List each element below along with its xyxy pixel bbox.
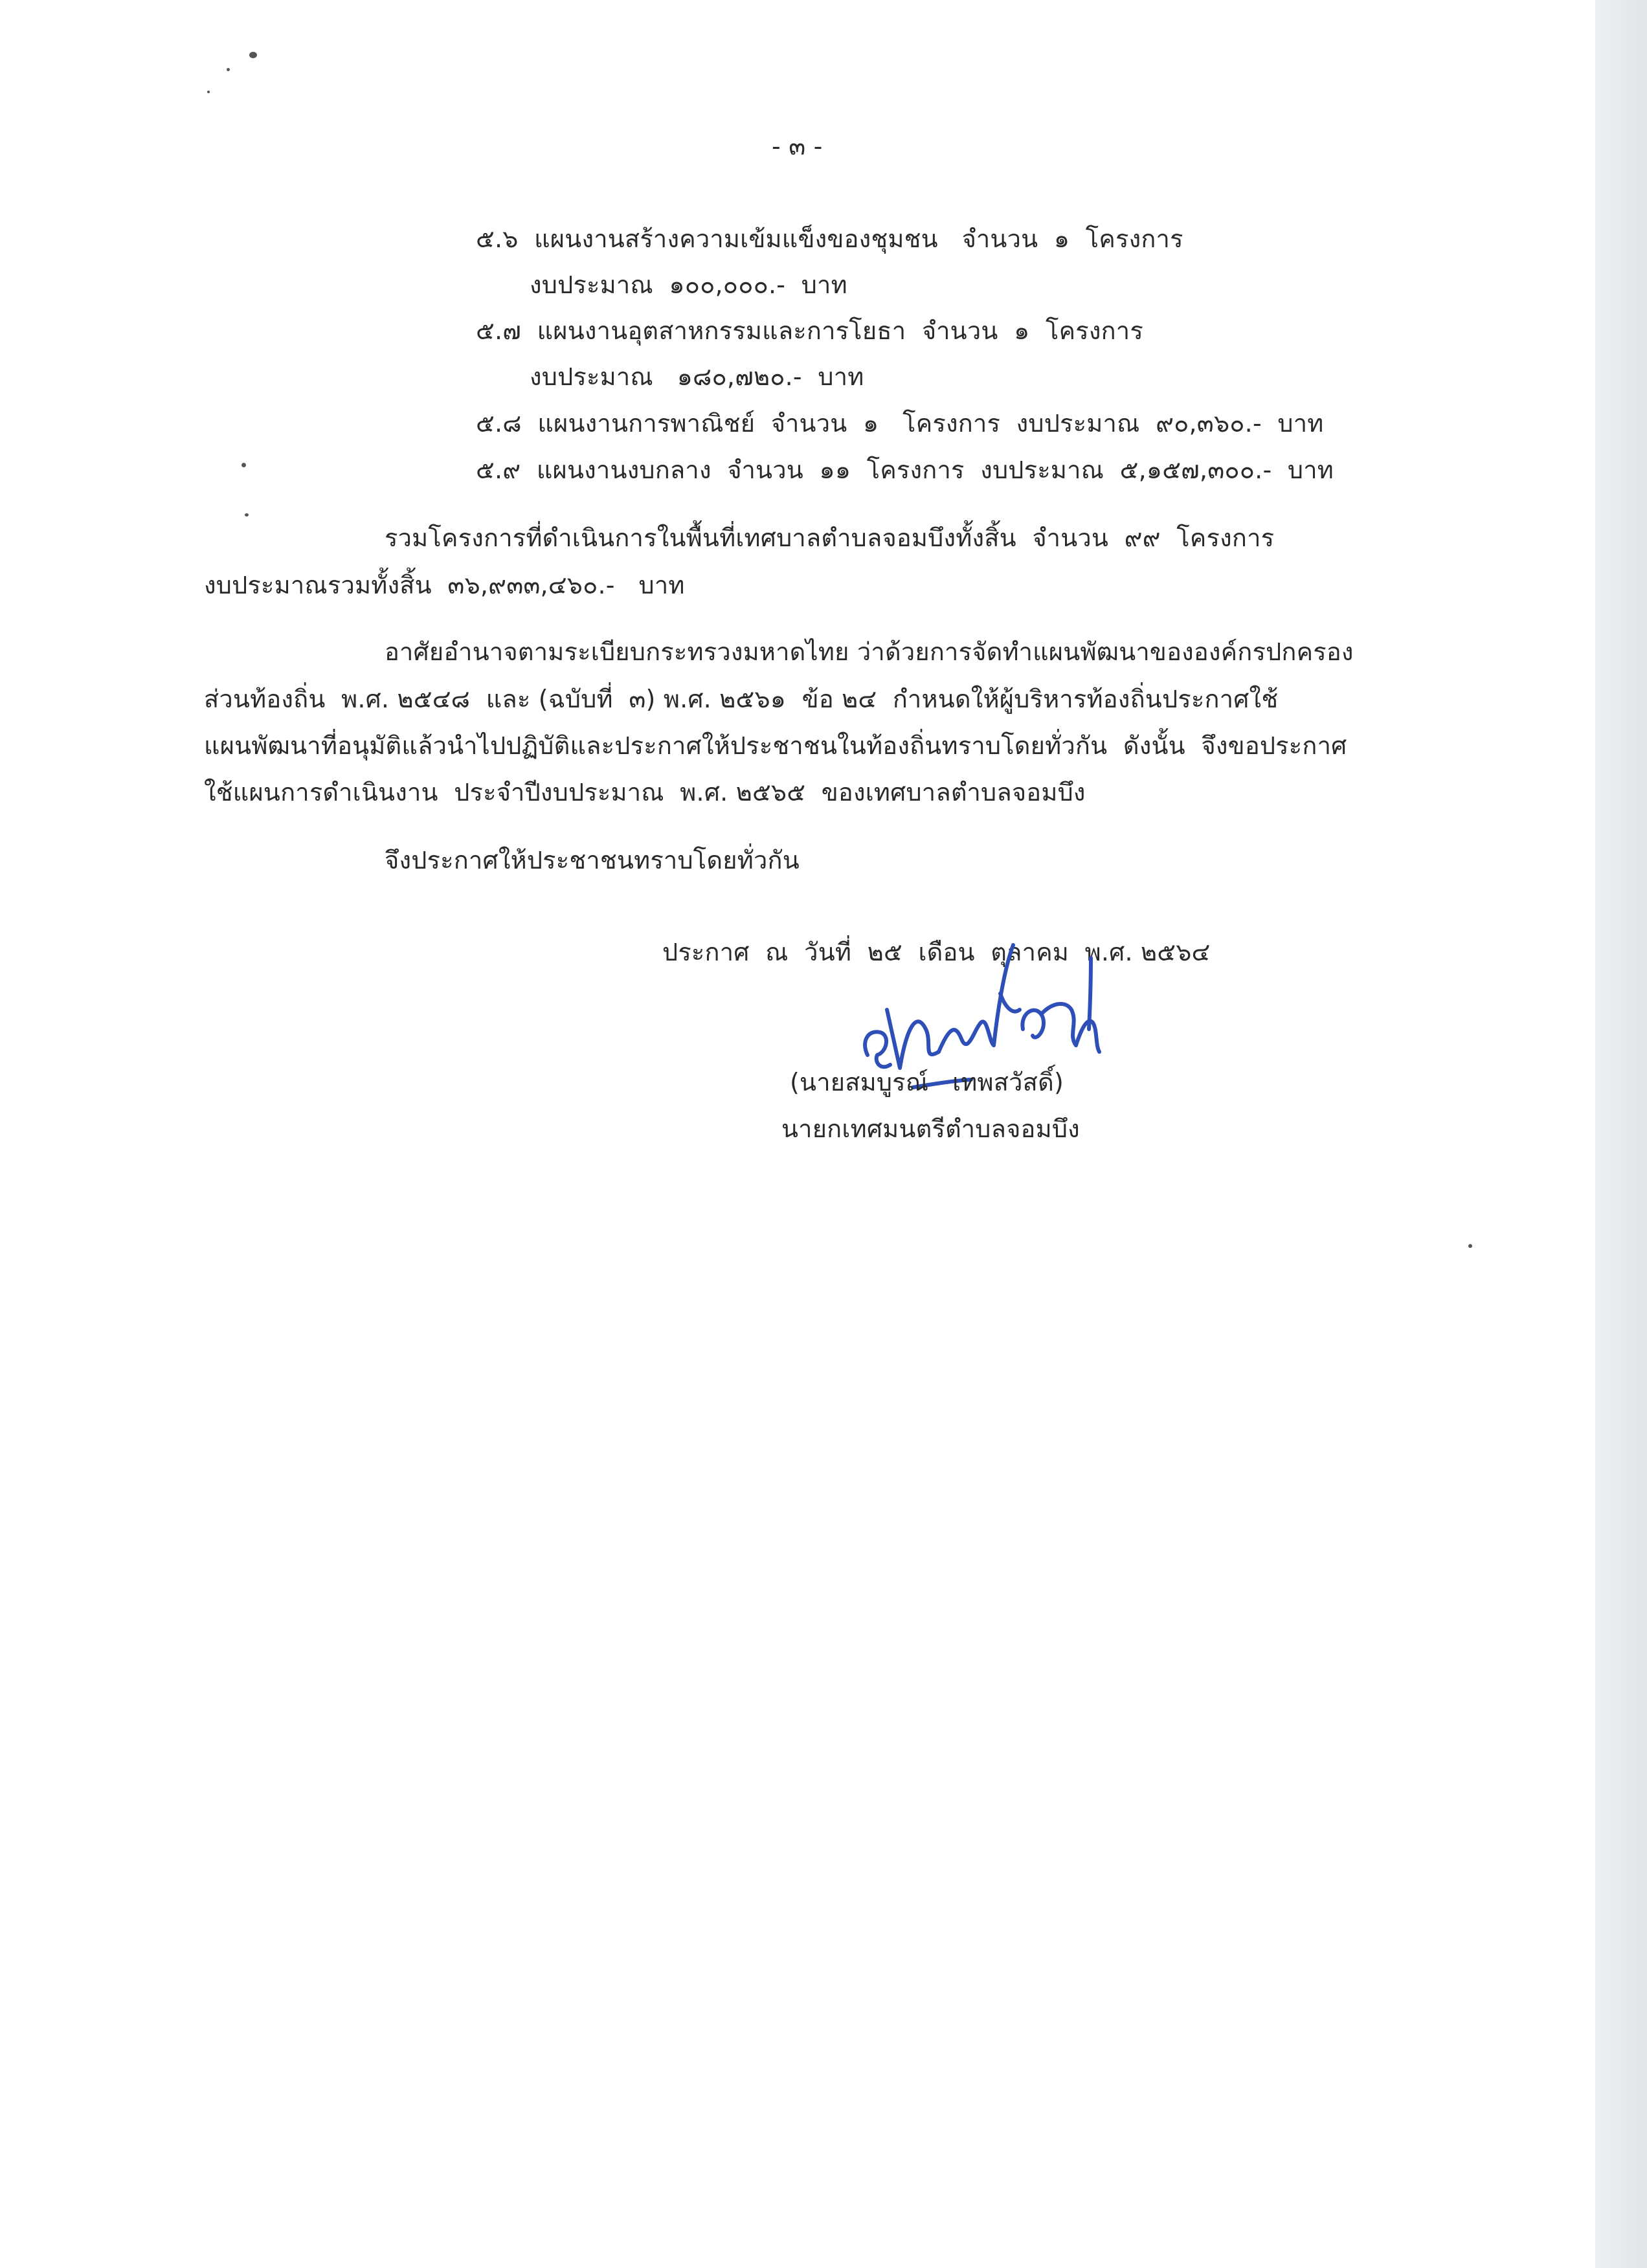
scan-speck [227,68,230,71]
closing-statement: จึงประกาศให้ประชาชนทราบโดยทั่วกัน [385,846,800,874]
page-number: - ๓ - [772,132,823,161]
scan-speck [245,513,249,517]
plan-item-5-6: ๕.๖ แผนงานสร้างความเข้มแข็งของชุมชน จำนวน ๑ โครงการ [476,225,1183,253]
summary-total-budget: งบประมาณรวมทั้งสิ้น ๓๖,๙๓๓,๔๖๐.- บาท [204,571,685,599]
signatory-position: นายกเทศมนตรีตำบลจอมบึง [781,1115,1080,1143]
summary-total-projects: รวมโครงการที่ดำเนินการในพื้นที่เทศบาลตำบลจอมบึงทั้งสิ้น จำนวน ๙๙ โครงการ [385,524,1275,552]
authority-paragraph-line: แผนพัฒนาที่อนุมัติแล้วนำไปปฏิบัติและประกาศให้ประชาชนในท้องถิ่นทราบโดยทั่วกัน ดังนั้น จึงขอประกาศ [204,731,1347,760]
scan-speck [241,463,246,467]
plan-item-5-7: ๕.๗ แผนงานอุตสาหกรรมและการโยธา จำนวน ๑ โครงการ [476,317,1143,345]
plan-item-5-8: ๕.๘ แผนงานการพาณิชย์ จำนวน ๑ โครงการ งบประมาณ ๙๐,๓๖๐.- บาท [476,409,1324,438]
authority-paragraph-line: ส่วนท้องถิ่น พ.ศ. ๒๕๔๘ และ (ฉบับที่ ๓) พ.ศ. ๒๕๖๑ ข้อ ๒๔ กำหนดให้ผู้บริหารท้องถิ่นประกาศใช้ [204,685,1279,713]
announcement-date: ประกาศ ณ วันที่ ๒๕ เดือน ตุลาคม พ.ศ. ๒๕๖๔ [662,938,1211,966]
authority-paragraph-line: ใช้แผนการดำเนินงาน ประจำปีงบประมาณ พ.ศ. ๒๕๖๕ ของเทศบาลตำบลจอมบึง [204,778,1086,806]
plan-item-5-7-budget: งบประมาณ ๑๘๐,๗๒๐.- บาท [530,362,864,391]
plan-item-5-6-budget: งบประมาณ ๑๐๐,๐๐๐.- บาท [530,271,847,299]
authority-paragraph-line: อาศัยอำนาจตามระเบียบกระทรวงมหาดไทย ว่าด้วยการจัดทำแผนพัฒนาขององค์กรปกครอง [385,638,1354,666]
scan-speck [1468,1244,1472,1248]
plan-item-5-9: ๕.๙ แผนงานงบกลาง จำนวน ๑๑ โครงการ งบประมาณ ๕,๑๕๗,๓๐๐.- บาท [476,456,1334,484]
scan-speck [249,52,257,58]
scan-speck [207,91,210,93]
scan-margin [1595,0,1647,2268]
signatory-name: (นายสมบูรณ์ เทพสวัสดิ์) [790,1068,1064,1096]
